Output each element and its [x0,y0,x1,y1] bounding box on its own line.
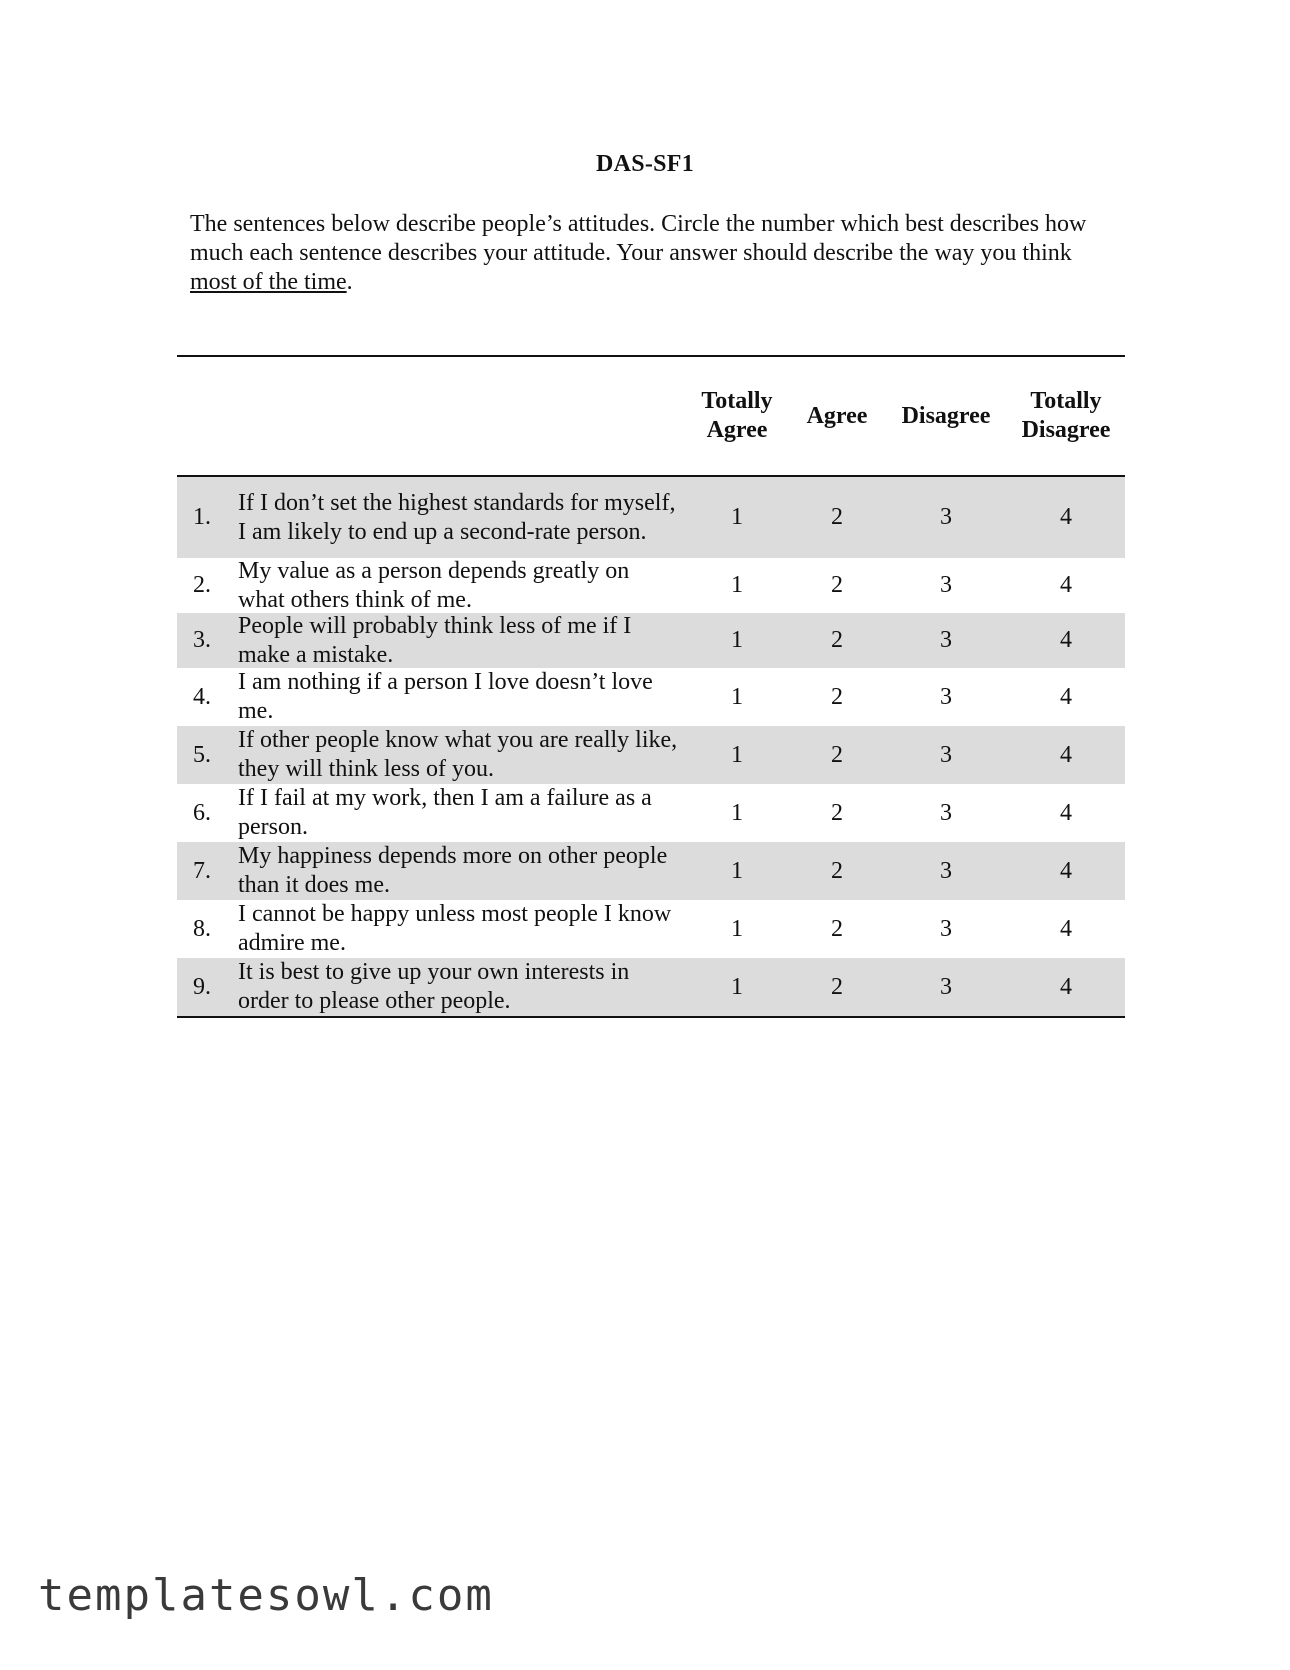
option-3[interactable]: 3 [940,857,952,884]
option-4[interactable]: 4 [1060,683,1072,710]
option-4[interactable]: 4 [1060,973,1072,1000]
table-row [177,842,1125,900]
instructions-paragraph [190,210,1110,297]
option-1[interactable]: 1 [731,572,743,598]
table-row [177,900,1125,958]
option-4[interactable]: 4 [1060,799,1072,826]
item-statement: My happiness depends more on other people than it does me. [238,843,668,898]
option-1[interactable]: 1 [731,741,743,768]
instructions-text: The sentences below describe people’s attitudes. Circle the number which best describes how much each sentence describes your attitude. Your answer should describe the way you think [190,211,1087,266]
option-1[interactable]: 1 [731,799,743,826]
item-number: 8. [193,915,211,942]
option-3[interactable]: 3 [940,799,952,826]
option-3[interactable]: 3 [940,915,952,942]
option-3[interactable]: 3 [940,741,952,768]
option-1[interactable]: 1 [731,857,743,884]
item-statement: If other people know what you are really like, they will think less of you. [238,727,678,782]
table-header [177,357,1125,477]
instructions-end: . [346,269,353,295]
option-2[interactable]: 2 [831,627,843,653]
item-number: 7. [193,857,211,884]
item-statement: I am nothing if a person I love doesn’t love me. [238,669,653,724]
option-2[interactable]: 2 [831,799,843,826]
item-statement: If I don’t set the highest standards for myself, I am likely to end up a second-rate person. [238,489,676,545]
option-2[interactable]: 2 [831,683,843,710]
option-4[interactable]: 4 [1060,572,1072,598]
option-2[interactable]: 2 [831,915,843,942]
instructions-emphasis: most of the time [190,269,347,295]
table-row [177,477,1125,558]
option-2[interactable]: 2 [831,504,843,530]
option-3[interactable]: 3 [940,504,952,530]
option-2[interactable]: 2 [831,741,843,768]
table-row [177,726,1125,784]
table-row [177,668,1125,726]
option-3[interactable]: 3 [940,683,952,710]
table-bottom-rule [177,1016,1125,1018]
option-3[interactable]: 3 [940,572,952,598]
option-1[interactable]: 1 [731,915,743,942]
option-2[interactable]: 2 [831,572,843,598]
item-statement: My value as a person depends greatly on what others think of me. [238,557,630,613]
option-1[interactable]: 1 [731,683,743,710]
option-4[interactable]: 4 [1060,741,1072,768]
option-1[interactable]: 1 [731,504,743,530]
option-2[interactable]: 2 [831,973,843,1000]
attitude-scale-table [177,355,1125,1018]
item-number: 5. [193,741,211,768]
item-number: 1. [193,504,211,530]
item-number: 2. [193,572,211,598]
table-row [177,613,1125,668]
header-totally-agree: Totally Agree [701,388,773,443]
table-row [177,558,1125,613]
item-statement: People will probably think less of me if I make a mistake. [238,612,632,668]
item-number: 4. [193,683,211,710]
item-statement: If I fail at my work, then I am a failure as a person. [238,785,652,840]
item-number: 3. [193,627,211,653]
option-1[interactable]: 1 [731,973,743,1000]
header-agree: Agree [806,402,868,429]
item-statement: It is best to give up your own interests in order to please other people. [238,959,630,1014]
item-number: 9. [193,973,211,1000]
page-title: DAS-SF1 [595,151,695,177]
option-3[interactable]: 3 [940,973,952,1000]
option-3[interactable]: 3 [940,627,952,653]
option-4[interactable]: 4 [1060,915,1072,942]
table-row [177,958,1125,1016]
option-4[interactable]: 4 [1060,627,1072,653]
table-row [177,784,1125,842]
item-number: 6. [193,799,211,826]
item-statement: I cannot be happy unless most people I know admire me. [238,901,672,956]
header-disagree: Disagree [901,402,991,429]
option-2[interactable]: 2 [831,857,843,884]
option-4[interactable]: 4 [1060,504,1072,530]
header-totally-disagree: Totally Disagree [1021,388,1111,443]
option-4[interactable]: 4 [1060,857,1072,884]
watermark: templatesowl.com [38,1570,494,1621]
option-1[interactable]: 1 [731,627,743,653]
